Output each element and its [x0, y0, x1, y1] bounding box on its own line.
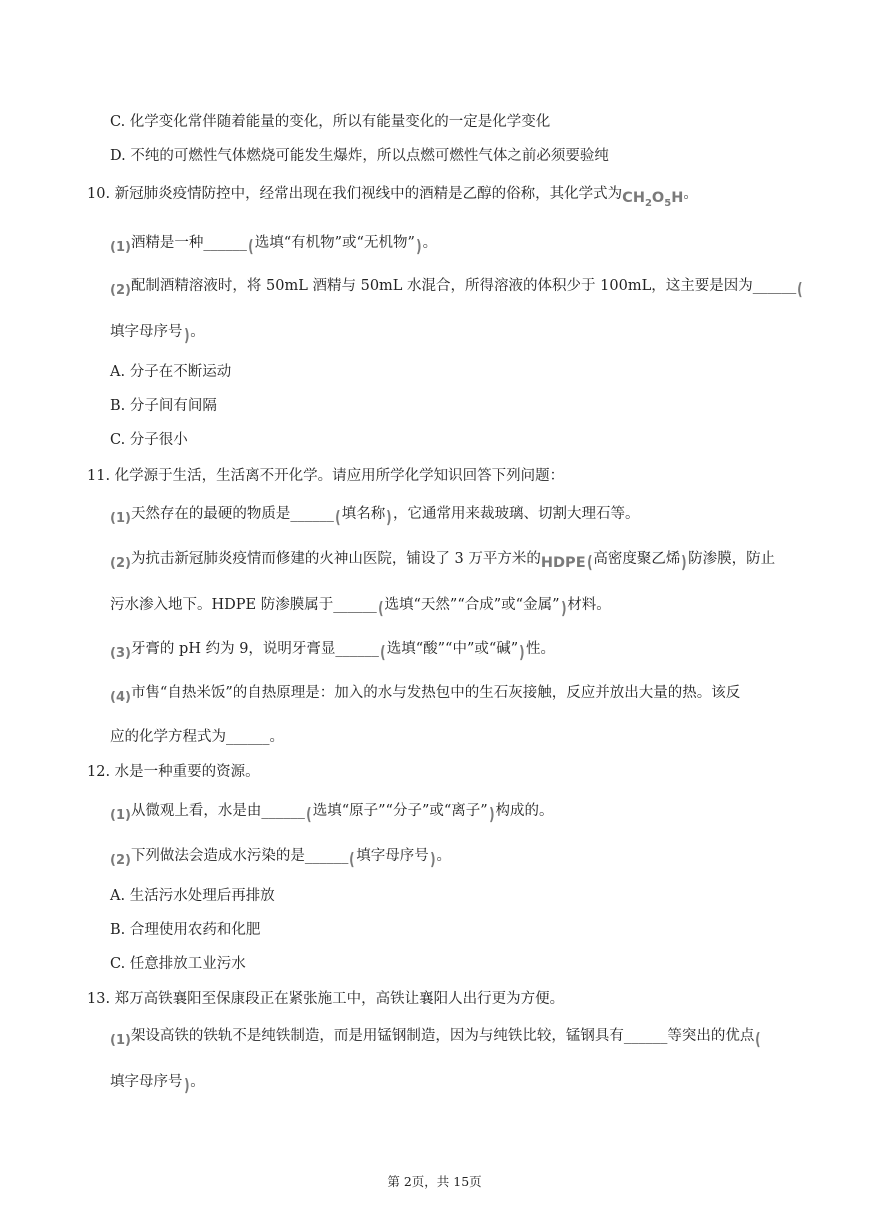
q13-part-1-cont: 填字母序号)。 [110, 1074, 205, 1096]
q10-part-1-text: 酒精是一种______ [130, 235, 247, 251]
close-paren: ) [183, 326, 190, 346]
q12-option-c: C. 任意排放工业污水 [110, 956, 246, 972]
q10-part-2-hint: 填字母序号 [110, 324, 183, 340]
q12-part-1-number: (1) [110, 808, 131, 823]
q10-option-b: B. 分子间有间隔 [110, 398, 217, 414]
close-paren: ) [681, 553, 688, 573]
q12-part-2-number: (2) [110, 853, 131, 868]
q10-stem-text: 10. 新冠肺炎疫情防控中，经常出现在我们视线中的酒精是乙醇的俗称，其化学式为 [87, 186, 623, 202]
q11-stem: 11. 化学源于生活，生活离不开化学。请应用所学化学知识回答下列问题： [87, 468, 565, 484]
close-paren: ) [560, 599, 567, 619]
q11-part-2-number: (2) [110, 556, 131, 571]
q10-part-2-number: (2) [110, 283, 131, 298]
q9-option-c: C. 化学变化常伴随着能量的变化，所以有能量变化的一定是化学变化 [110, 114, 551, 130]
close-paren: ) [429, 850, 436, 870]
close-paren: ) [183, 1076, 190, 1096]
q11-part-1-number: (1) [110, 511, 131, 526]
q11-part-4-cont: 应的化学方程式为______。 [110, 729, 284, 745]
open-paren: ( [349, 850, 356, 870]
q10-part-1: (1)酒精是一种______(选填“有机物”或“无机物”)。 [110, 235, 438, 257]
open-paren: ( [755, 1030, 762, 1050]
close-paren: ) [416, 237, 422, 257]
q13-part-1: (1)架设高铁的铁轨不是纯铁制造，而是用锰钢制造，因为与纯铁比较，锰钢具有______等突出的优点( [110, 1028, 762, 1050]
open-paren: ( [306, 805, 312, 825]
q11-part-3: (3)牙膏的 pH 约为 9，说明牙膏显______(选填“酸”“中”或“碱”)性。 [110, 641, 555, 663]
q10-part-1-number: (1) [110, 240, 131, 255]
q10-part-1-hint: 选填“有机物”或“无机物” [254, 235, 415, 251]
q10-stem: 10. 新冠肺炎疫情防控中，经常出现在我们视线中的酒精是乙醇的俗称，其化学式为$CH_2O_5H$。 [87, 186, 698, 209]
open-paren: ( [248, 237, 254, 257]
q11-part-4: (4)市售“自热米饭”的自热原理是：加入的水与发热包中的生石灰接触，反应并放出大量的热。该反 [110, 685, 741, 705]
close-paren: ) [386, 508, 392, 528]
q13-part-1-number: (1) [110, 1033, 131, 1048]
close-paren: ) [488, 805, 495, 825]
q12-option-a: A. 生活污水处理后再排放 [110, 888, 275, 904]
q9-option-d: D. 不纯的可燃性气体燃烧可能发生爆炸，所以点燃可燃性气体之前必须要验纯 [110, 148, 609, 164]
open-paren: ( [335, 508, 341, 528]
open-paren: ( [586, 553, 593, 573]
page-footer: 第 2页，共 15页 [387, 1174, 482, 1189]
q11-part-2-cont: 污水渗入地下。HDPE 防渗膜属于______(选填“天然”“合成”或“金属”)材料。 [110, 597, 611, 619]
q13-stem: 13. 郑万高铁襄阳至保康段正在紧张施工中，高铁让襄阳人出行更为方便。 [87, 991, 565, 1007]
q12-part-2: (2)下列做法会造成水污染的是______(填字母序号)。 [110, 848, 451, 870]
open-paren: ( [377, 599, 384, 619]
q10-part-2 [110, 275, 804, 300]
q11-part-1: (1)天然存在的最硬的物质是______(填名称)，它通常用来裁玻璃、切割大理石等。 [110, 506, 640, 528]
q11-part-4-number: (4) [110, 690, 131, 705]
q10-part-2-cont: 填字母序号)。 [110, 324, 205, 346]
open-paren: ( [380, 643, 386, 663]
q12-option-b: B. 合理使用农药和化肥 [110, 922, 261, 938]
q10-part-2-text: 配制酒精溶液时，将 50mL 酒精与 50mL 水混合，所得溶液的体积少于 100mL，这主要是因为______ [130, 278, 797, 294]
q10-option-a: A. 分子在不断运动 [110, 364, 232, 380]
q12-part-1: (1)从微观上看，水是由______(选填“原子”“分子”或“离子”)构成的。 [110, 803, 554, 825]
q10-formula: $CH_2O_5H$ [622, 190, 684, 209]
q10-option-c: C. 分子很小 [110, 432, 188, 448]
open-paren: ( [797, 280, 803, 300]
q12-stem: 12. 水是一种重要的资源。 [87, 764, 260, 780]
q11-hdpe-formula: HDPE [540, 555, 586, 571]
q11-part-2: (2)为抗击新冠肺炎疫情而修建的火神山医院，铺设了 3 万平方米的HDPE(高密度聚乙烯)防渗膜，防止 [110, 551, 776, 573]
close-paren: ) [519, 643, 525, 663]
q11-part-3-number: (3) [110, 646, 131, 661]
